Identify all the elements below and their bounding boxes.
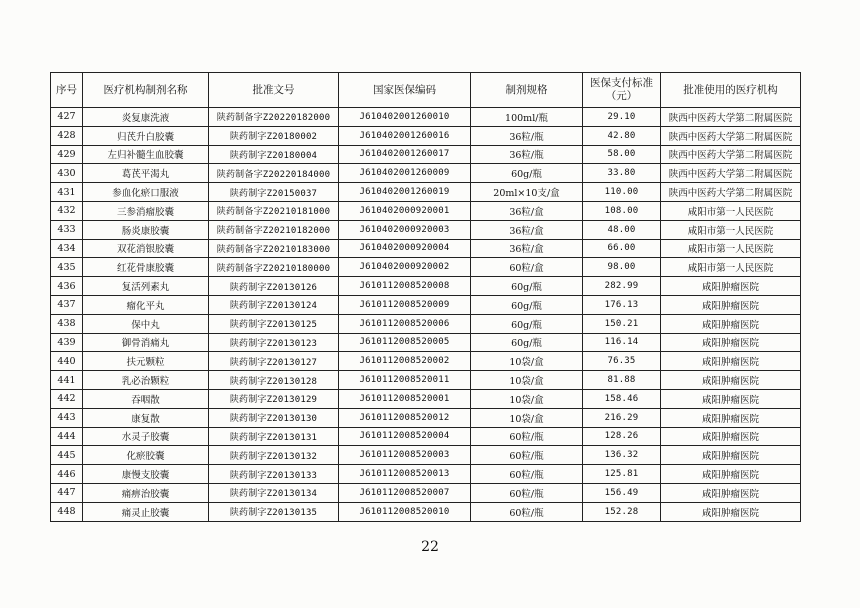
specification-cell: 60粒/盒 bbox=[471, 258, 583, 277]
table-row bbox=[51, 126, 801, 145]
payment-standard-cell: 216.29 bbox=[583, 408, 661, 427]
specification-cell: 10袋/盒 bbox=[471, 352, 583, 371]
row-number-cell: 427 bbox=[51, 108, 83, 127]
specification-cell: 10袋/盒 bbox=[471, 408, 583, 427]
row-number-cell: 441 bbox=[51, 371, 83, 390]
approval-number-cell: 陕药制字Z20130125 bbox=[209, 314, 339, 333]
institution-cell: 咸阳肿瘤医院 bbox=[661, 408, 801, 427]
approval-number-cell: 陕药制字Z20150037 bbox=[209, 183, 339, 202]
specification-cell: 10袋/盒 bbox=[471, 389, 583, 408]
table-row bbox=[51, 239, 801, 258]
specification-cell: 36粒/盒 bbox=[471, 239, 583, 258]
drug-name-cell: 痛痹治胶囊 bbox=[83, 483, 209, 502]
payment-standard-cell: 66.00 bbox=[583, 239, 661, 258]
specification-cell: 20ml×10支/盒 bbox=[471, 183, 583, 202]
row-number-cell: 437 bbox=[51, 295, 83, 314]
specification-cell: 60粒/瓶 bbox=[471, 465, 583, 484]
row-number-cell: 434 bbox=[51, 239, 83, 258]
drug-name-cell: 化瘀胶囊 bbox=[83, 446, 209, 465]
approval-number-cell: 陕药制字Z20180004 bbox=[209, 145, 339, 164]
payment-standard-cell: 116.14 bbox=[583, 333, 661, 352]
drug-name-cell: 双花消银胶囊 bbox=[83, 239, 209, 258]
approval-number-cell: 陕药制字Z20130133 bbox=[209, 465, 339, 484]
institution-cell: 陕西中医药大学第二附属医院 bbox=[661, 183, 801, 202]
table-row bbox=[51, 314, 801, 333]
insurance-code-cell: J610402001260009 bbox=[339, 164, 471, 183]
approval-number-cell: 陕药制备字Z20210180000 bbox=[209, 258, 339, 277]
payment-standard-cell: 176.13 bbox=[583, 295, 661, 314]
table-row bbox=[51, 502, 801, 521]
header-cell: 医保支付标准（元） bbox=[583, 73, 661, 108]
drug-name-cell: 吞咽散 bbox=[83, 389, 209, 408]
specification-cell: 36粒/盒 bbox=[471, 201, 583, 220]
payment-standard-cell: 33.80 bbox=[583, 164, 661, 183]
institution-cell: 咸阳肿瘤医院 bbox=[661, 502, 801, 521]
drug-name-cell: 康慢支胶囊 bbox=[83, 465, 209, 484]
specification-cell: 60粒/瓶 bbox=[471, 446, 583, 465]
drug-name-cell: 康复散 bbox=[83, 408, 209, 427]
specification-cell: 10袋/盒 bbox=[471, 371, 583, 390]
row-number-cell: 442 bbox=[51, 389, 83, 408]
approval-number-cell: 陕药制字Z20130123 bbox=[209, 333, 339, 352]
institution-cell: 咸阳市第一人民医院 bbox=[661, 258, 801, 277]
institution-cell: 咸阳肿瘤医院 bbox=[661, 314, 801, 333]
table-row bbox=[51, 371, 801, 390]
header-cell: 国家医保编码 bbox=[339, 73, 471, 108]
table-row bbox=[51, 220, 801, 239]
insurance-code-cell: J610402001260010 bbox=[339, 108, 471, 127]
institution-cell: 咸阳市第一人民医院 bbox=[661, 239, 801, 258]
header-cell: 制剂规格 bbox=[471, 73, 583, 108]
payment-standard-cell: 158.46 bbox=[583, 389, 661, 408]
table-row bbox=[51, 258, 801, 277]
insurance-code-cell: J610112008520009 bbox=[339, 295, 471, 314]
approval-number-cell: 陕药制字Z20130128 bbox=[209, 371, 339, 390]
drug-name-cell: 痛灵止胶囊 bbox=[83, 502, 209, 521]
institution-cell: 陕西中医药大学第二附属医院 bbox=[661, 126, 801, 145]
approval-number-cell: 陕药制字Z20130127 bbox=[209, 352, 339, 371]
institution-cell: 陕西中医药大学第二附属医院 bbox=[661, 108, 801, 127]
header-cell: 序号 bbox=[51, 73, 83, 108]
table-row bbox=[51, 427, 801, 446]
specification-cell: 60g/瓶 bbox=[471, 277, 583, 296]
payment-standard-cell: 125.81 bbox=[583, 465, 661, 484]
row-number-cell: 447 bbox=[51, 483, 83, 502]
row-number-cell: 446 bbox=[51, 465, 83, 484]
specification-cell: 36粒/瓶 bbox=[471, 126, 583, 145]
institution-cell: 咸阳肿瘤医院 bbox=[661, 483, 801, 502]
payment-standard-cell: 48.00 bbox=[583, 220, 661, 239]
insurance-code-cell: J610112008520001 bbox=[339, 389, 471, 408]
drug-name-cell: 御骨消痛丸 bbox=[83, 333, 209, 352]
drug-table bbox=[50, 72, 801, 522]
drug-name-cell: 参血化瘀口服液 bbox=[83, 183, 209, 202]
row-number-cell: 435 bbox=[51, 258, 83, 277]
drug-name-cell: 葛芪平渴丸 bbox=[83, 164, 209, 183]
insurance-code-cell: J610112008520010 bbox=[339, 502, 471, 521]
drug-name-cell: 保中丸 bbox=[83, 314, 209, 333]
row-number-cell: 440 bbox=[51, 352, 83, 371]
institution-cell: 咸阳市第一人民医院 bbox=[661, 220, 801, 239]
approval-number-cell: 陕药制字Z20180002 bbox=[209, 126, 339, 145]
header-cell: 批准文号 bbox=[209, 73, 339, 108]
insurance-code-cell: J610112008520003 bbox=[339, 446, 471, 465]
approval-number-cell: 陕药制字Z20130126 bbox=[209, 277, 339, 296]
institution-cell: 咸阳肿瘤医院 bbox=[661, 277, 801, 296]
payment-standard-cell: 282.99 bbox=[583, 277, 661, 296]
drug-name-cell: 炎复康洗液 bbox=[83, 108, 209, 127]
payment-standard-cell: 108.00 bbox=[583, 201, 661, 220]
table-row bbox=[51, 446, 801, 465]
drug-name-cell: 复活列素丸 bbox=[83, 277, 209, 296]
table-row bbox=[51, 164, 801, 183]
row-number-cell: 436 bbox=[51, 277, 83, 296]
approval-number-cell: 陕药制字Z20130132 bbox=[209, 446, 339, 465]
specification-cell: 60g/瓶 bbox=[471, 295, 583, 314]
insurance-code-cell: J610402000920002 bbox=[339, 258, 471, 277]
insurance-code-cell: J610112008520012 bbox=[339, 408, 471, 427]
institution-cell: 咸阳肿瘤医院 bbox=[661, 352, 801, 371]
table-row bbox=[51, 483, 801, 502]
institution-cell: 陕西中医药大学第二附属医院 bbox=[661, 145, 801, 164]
specification-cell: 60粒/瓶 bbox=[471, 427, 583, 446]
payment-standard-cell: 152.28 bbox=[583, 502, 661, 521]
approval-number-cell: 陕药制备字Z20210183000 bbox=[209, 239, 339, 258]
row-number-cell: 428 bbox=[51, 126, 83, 145]
payment-standard-cell: 110.00 bbox=[583, 183, 661, 202]
insurance-code-cell: J610402001260017 bbox=[339, 145, 471, 164]
table-header-row bbox=[51, 73, 801, 108]
row-number-cell: 433 bbox=[51, 220, 83, 239]
row-number-cell: 430 bbox=[51, 164, 83, 183]
approval-number-cell: 陕药制字Z20130129 bbox=[209, 389, 339, 408]
table-row bbox=[51, 295, 801, 314]
specification-cell: 36粒/瓶 bbox=[471, 145, 583, 164]
insurance-code-cell: J610402000920003 bbox=[339, 220, 471, 239]
institution-cell: 咸阳肿瘤医院 bbox=[661, 333, 801, 352]
payment-standard-cell: 128.26 bbox=[583, 427, 661, 446]
specification-cell: 60g/瓶 bbox=[471, 333, 583, 352]
insurance-code-cell: J610112008520004 bbox=[339, 427, 471, 446]
row-number-cell: 431 bbox=[51, 183, 83, 202]
table-row bbox=[51, 333, 801, 352]
drug-name-cell: 肠炎康胶囊 bbox=[83, 220, 209, 239]
table-row bbox=[51, 277, 801, 296]
payment-standard-cell: 81.88 bbox=[583, 371, 661, 390]
specification-cell: 100ml/瓶 bbox=[471, 108, 583, 127]
page-number: 22 bbox=[421, 539, 439, 555]
institution-cell: 咸阳市第一人民医院 bbox=[661, 201, 801, 220]
approval-number-cell: 陕药制字Z20130134 bbox=[209, 483, 339, 502]
insurance-code-cell: J610112008520011 bbox=[339, 371, 471, 390]
table-row bbox=[51, 108, 801, 127]
insurance-code-cell: J610112008520002 bbox=[339, 352, 471, 371]
row-number-cell: 443 bbox=[51, 408, 83, 427]
table-row bbox=[51, 465, 801, 484]
table-row bbox=[51, 201, 801, 220]
row-number-cell: 444 bbox=[51, 427, 83, 446]
payment-standard-cell: 76.35 bbox=[583, 352, 661, 371]
approval-number-cell: 陕药制备字Z20210181000 bbox=[209, 201, 339, 220]
insurance-code-cell: J610112008520005 bbox=[339, 333, 471, 352]
approval-number-cell: 陕药制备字Z20210182000 bbox=[209, 220, 339, 239]
approval-number-cell: 陕药制备字Z20220182000 bbox=[209, 108, 339, 127]
approval-number-cell: 陕药制字Z20130130 bbox=[209, 408, 339, 427]
drug-name-cell: 归芪升白胶囊 bbox=[83, 126, 209, 145]
payment-standard-cell: 150.21 bbox=[583, 314, 661, 333]
row-number-cell: 445 bbox=[51, 446, 83, 465]
drug-name-cell: 扶元颗粒 bbox=[83, 352, 209, 371]
drug-name-cell: 左归补髓生血胶囊 bbox=[83, 145, 209, 164]
insurance-code-cell: J610112008520008 bbox=[339, 277, 471, 296]
insurance-code-cell: J610112008520013 bbox=[339, 465, 471, 484]
insurance-code-cell: J610402001260016 bbox=[339, 126, 471, 145]
table-row bbox=[51, 389, 801, 408]
specification-cell: 36粒/盒 bbox=[471, 220, 583, 239]
insurance-code-cell: J610112008520006 bbox=[339, 314, 471, 333]
specification-cell: 60g/瓶 bbox=[471, 314, 583, 333]
institution-cell: 咸阳肿瘤医院 bbox=[661, 295, 801, 314]
drug-name-cell: 水灵子胶囊 bbox=[83, 427, 209, 446]
specification-cell: 60g/瓶 bbox=[471, 164, 583, 183]
table-row bbox=[51, 183, 801, 202]
institution-cell: 咸阳肿瘤医院 bbox=[661, 427, 801, 446]
drug-name-cell: 红花骨康胶囊 bbox=[83, 258, 209, 277]
specification-cell: 60粒/瓶 bbox=[471, 502, 583, 521]
payment-standard-cell: 29.10 bbox=[583, 108, 661, 127]
approval-number-cell: 陕药制字Z20130124 bbox=[209, 295, 339, 314]
row-number-cell: 439 bbox=[51, 333, 83, 352]
header-cell: 医疗机构制剂名称 bbox=[83, 73, 209, 108]
insurance-code-cell: J610402000920004 bbox=[339, 239, 471, 258]
row-number-cell: 429 bbox=[51, 145, 83, 164]
table-row bbox=[51, 352, 801, 371]
institution-cell: 咸阳肿瘤医院 bbox=[661, 465, 801, 484]
row-number-cell: 448 bbox=[51, 502, 83, 521]
institution-cell: 咸阳肿瘤医院 bbox=[661, 389, 801, 408]
payment-standard-cell: 136.32 bbox=[583, 446, 661, 465]
row-number-cell: 438 bbox=[51, 314, 83, 333]
row-number-cell: 432 bbox=[51, 201, 83, 220]
approval-number-cell: 陕药制字Z20130131 bbox=[209, 427, 339, 446]
specification-cell: 60粒/瓶 bbox=[471, 483, 583, 502]
header-cell: 批准使用的医疗机构 bbox=[661, 73, 801, 108]
payment-standard-cell: 58.00 bbox=[583, 145, 661, 164]
table-row bbox=[51, 145, 801, 164]
payment-standard-cell: 156.49 bbox=[583, 483, 661, 502]
approval-number-cell: 陕药制备字Z20220184000 bbox=[209, 164, 339, 183]
institution-cell: 咸阳肿瘤医院 bbox=[661, 371, 801, 390]
institution-cell: 陕西中医药大学第二附属医院 bbox=[661, 164, 801, 183]
drug-name-cell: 三参消瘤胶囊 bbox=[83, 201, 209, 220]
table-row bbox=[51, 408, 801, 427]
institution-cell: 咸阳肿瘤医院 bbox=[661, 446, 801, 465]
insurance-code-cell: J610402000920001 bbox=[339, 201, 471, 220]
payment-standard-cell: 42.80 bbox=[583, 126, 661, 145]
payment-standard-cell: 98.00 bbox=[583, 258, 661, 277]
drug-name-cell: 瘤化平丸 bbox=[83, 295, 209, 314]
approval-number-cell: 陕药制字Z20130135 bbox=[209, 502, 339, 521]
insurance-code-cell: J610112008520007 bbox=[339, 483, 471, 502]
drug-name-cell: 乳必治颗粒 bbox=[83, 371, 209, 390]
insurance-code-cell: J610402001260019 bbox=[339, 183, 471, 202]
